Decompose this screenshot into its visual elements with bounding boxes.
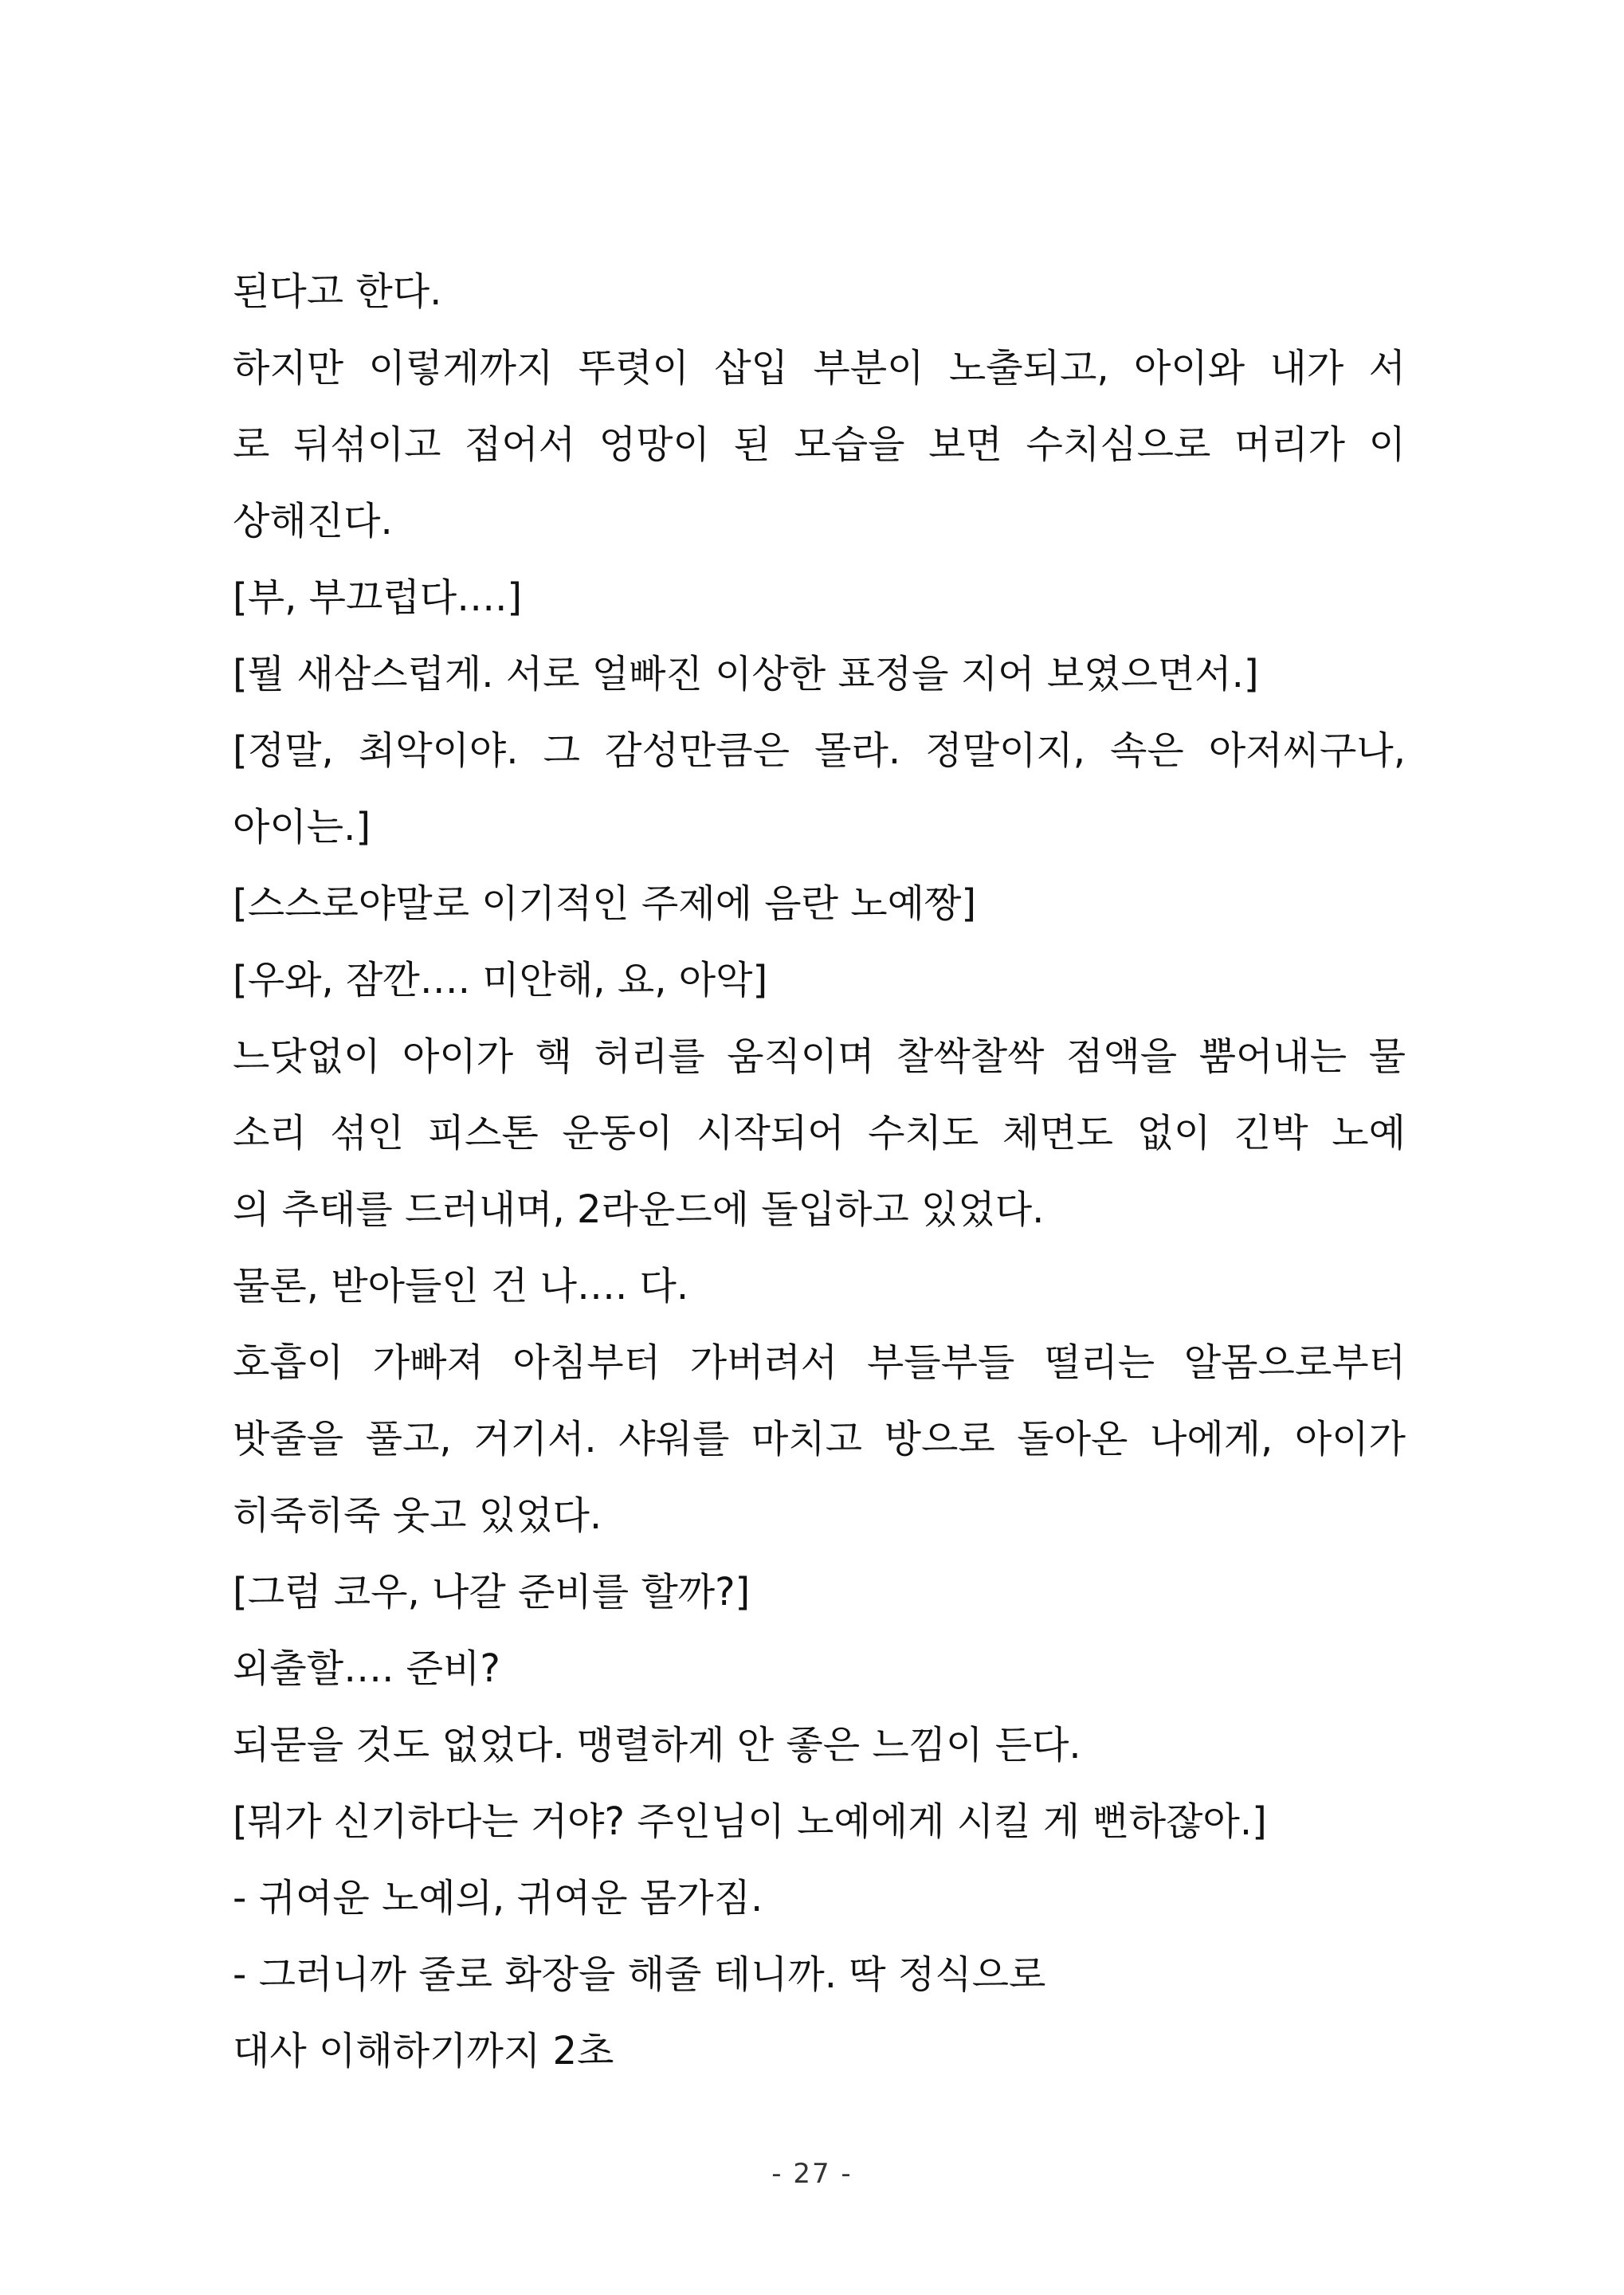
text-line: [그럼 코우, 나갈 준비를 할까?] [233, 1570, 751, 1614]
text-line: 호흡이 가빠져 아침부터 가버려서 부들부들 떨리는 알몸으로부터 [233, 1340, 1406, 1385]
text-line: 히죽히죽 웃고 있었다. [233, 1493, 602, 1538]
text-line: 하지만 이렇게까지 뚜렷이 삽입 부분이 노출되고, 아이와 내가 서 [233, 346, 1406, 390]
text-line: 되묻을 것도 없었다. 맹렬하게 안 좋은 느낌이 든다. [233, 1723, 1081, 1767]
text-line: [정말, 최악이야. 그 감성만큼은 몰라. 정말이지, 속은 아저씨구나, [233, 728, 1406, 773]
text-line: - 그러니까 줄로 화장을 해줄 테니까. 딱 정식으로 [233, 1952, 1046, 1997]
text-line: 된다고 한다. [233, 269, 442, 314]
text-line: 대사 이해하기까지 2초 [233, 2029, 614, 2073]
text-line: 느닷없이 아이가 핵 허리를 움직이며 찰싹찰싹 점액을 뿜어내는 물 [233, 1034, 1406, 1079]
text-line: [우와, 잠깐…. 미안해, 요, 아악] [233, 958, 768, 1002]
text-line: 로 뒤섞이고 접어서 엉망이 된 모습을 보면 수치심으로 머리가 이 [233, 422, 1406, 467]
text-line: [부, 부끄럽다….] [233, 575, 523, 620]
text-line: 밧줄을 풀고, 거기서. 샤워를 마치고 방으로 돌아온 나에게, 아이가 [233, 1417, 1406, 1461]
text-line: [스스로야말로 이기적인 주제에 음란 노예짱] [233, 881, 977, 926]
page-number: - 27 - [771, 2158, 853, 2190]
text-line: 상해진다. [233, 499, 393, 543]
body-text [233, 253, 1406, 2089]
text-line: 소리 섞인 피스톤 운동이 시작되어 수치도 체면도 없이 긴박 노예 [233, 1111, 1406, 1155]
text-line: [뭐가 신기하다는 거야? 주인님이 노예에게 시킬 게 뻔하잖아.] [233, 1799, 1267, 1844]
text-line: - 귀여운 노예의, 귀여운 몸가짐. [233, 1876, 763, 1920]
text-line: [뭘 새삼스럽게. 서로 얼빠진 이상한 표정을 지어 보였으면서.] [233, 652, 1259, 696]
text-line: 물론, 받아들인 건 나…. 다. [233, 1264, 689, 1308]
text-line: 의 추태를 드러내며, 2라운드에 돌입하고 있었다. [233, 1187, 1045, 1232]
text-line: 아이는.] [233, 805, 371, 849]
text-line: 외출할…. 준비? [233, 1646, 500, 1691]
